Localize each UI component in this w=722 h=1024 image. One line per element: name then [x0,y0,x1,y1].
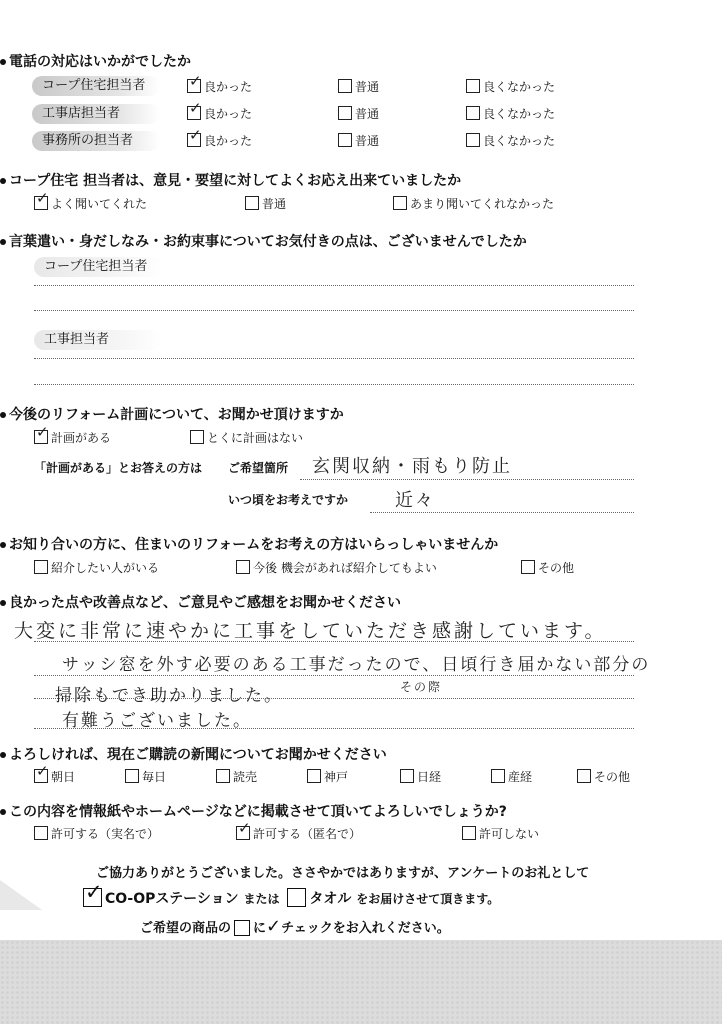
q4-option-plan[interactable]: ✓計画がある [34,430,111,446]
checkbox-checked[interactable] [187,133,201,147]
q4-option-noplan[interactable]: とくに計画はない [190,430,303,446]
checkbox-checked[interactable] [187,79,201,93]
checkbox[interactable] [393,196,407,210]
gift-coop-checkbox[interactable] [83,888,102,907]
checkbox[interactable] [338,79,352,93]
checkbox[interactable] [34,826,48,840]
q4-when-answer: 近々 [395,490,435,511]
q1-row1-label: コープ住宅担当者 [32,76,160,96]
q1-row2-bad[interactable]: 良くなかった [466,106,555,122]
q1-row2-good[interactable]: ✓ 良かった [187,106,252,122]
footer-thanks: ご協力ありがとうございました。ささやかではありますが、アンケートのお礼として [96,866,590,881]
dotted-line [34,641,634,642]
checkbox[interactable] [466,106,480,120]
q2-option-3[interactable]: あまり聞いてくれなかった [393,196,554,212]
checkbox[interactable] [400,769,414,783]
q8-option-deny[interactable]: 許可しない [462,826,539,842]
q1-row1-normal[interactable]: 普通 [338,79,379,95]
q1-row3-label: 事務所の担当者 [32,131,160,151]
checkbox[interactable] [491,769,505,783]
footer-instruction: ご希望の商品の に✓チェックをお入れください。 [140,916,450,937]
checkbox[interactable] [577,769,591,783]
q2-option-1[interactable]: ✓よく聞いてくれた [34,196,147,212]
checkbox[interactable] [190,430,204,444]
dotted-line [34,358,634,359]
check-mark-icon: ✓ [266,916,282,937]
q2-option-2[interactable]: 普通 [245,196,286,212]
q7-option-nikkei[interactable]: 日経 [400,769,441,785]
gift-deliver: をお届けさせて頂きます。 [356,892,500,906]
comment-line-3: 掃除もでき助かりました。 [55,686,283,706]
checkbox[interactable] [338,133,352,147]
gift-towel-checkbox[interactable] [287,888,306,907]
checkbox[interactable] [216,769,230,783]
dotted-line [34,728,634,729]
checkbox-checked[interactable] [187,106,201,120]
comment-insert-note: その際 [400,680,443,694]
q1-row3-good[interactable]: ✓ 良かった [187,133,252,149]
dotted-line [34,675,634,676]
gift-coop-label: CO-OPステーション [105,891,239,907]
folded-corner-graphic [0,880,42,910]
checkbox[interactable] [338,106,352,120]
scan-background [0,940,722,1024]
gift-towel-label: タオル [309,891,352,907]
comment-line-2: サッシ窓を外す必要のある工事だったので、日頃行き届かない部分の [62,655,651,675]
checkbox-checked[interactable] [34,769,48,783]
dotted-line [34,285,634,286]
checkbox[interactable] [462,826,476,840]
q5-option-1[interactable]: 紹介したい人がいる [34,560,159,576]
comment-line-4: 有難うございました。 [62,711,252,731]
q4-plan-intro: 「計画がある」とお答えの方は [34,461,203,475]
q3-question: 言葉遣い・身だしなみ・お約束事についてお気付きの点は、ございませんでしたか [0,231,527,251]
q7-option-kobe[interactable]: 神戸 [307,769,348,785]
q1-row1-good[interactable]: ✓ 良かった [187,79,252,95]
q1-row2-normal[interactable]: 普通 [338,106,379,122]
dotted-line [34,698,634,699]
gift-or: または [243,892,280,906]
dotted-line [370,512,634,513]
checkbox-checked[interactable] [236,826,250,840]
checkbox[interactable] [521,560,535,574]
checkbox[interactable] [236,560,250,574]
q1-row1-bad[interactable]: 良くなかった [466,79,555,95]
example-checkbox [234,920,250,936]
q1-question: 電話の対応はいかがでしたか [0,51,191,71]
checkbox-checked[interactable] [34,196,48,210]
q1-row3-normal[interactable]: 普通 [338,133,379,149]
checkbox[interactable] [466,133,480,147]
q1-row3-bad[interactable]: 良くなかった [466,133,555,149]
checkbox[interactable] [34,560,48,574]
q5-question: お知り合いの方に、住まいのリフォームをお考えの方はいらっしゃいませんか [0,534,498,554]
q7-option-other[interactable]: その他 [577,769,630,785]
q7-option-mainichi[interactable]: 毎日 [125,769,166,785]
q3-label-construction: 工事担当者 [34,330,162,350]
q3-label-coop: コープ住宅担当者 [34,257,162,277]
checkbox[interactable] [245,196,259,210]
q1-row2-label: 工事店担当者 [32,104,160,124]
q8-question: この内容を情報紙やホームページなどに掲載させて頂いてよろしいでしょうか? [0,801,507,821]
q7-question: よろしければ、現在ご購読の新聞についてお聞かせください [0,744,387,764]
footer-gift-choice [80,888,499,908]
q6-question: 良かった点や改善点など、ご意見やご感想をお聞かせください [0,592,401,612]
q4-place-label: ご希望箇所 [228,461,289,475]
q8-option-anonymous[interactable]: ✓ 許可する（匿名で） [236,826,361,842]
q7-option-yomiuri[interactable]: 読売 [216,769,257,785]
q2-question: コープ住宅 担当者は、意見・要望に対してよくお応え出来ていましたか [0,170,461,190]
checkbox[interactable] [466,79,480,93]
q4-when-label: いつ頃をお考えですか [228,493,349,507]
q7-option-asahi[interactable]: ✓朝日 [34,769,75,785]
q5-option-2[interactable]: 今後 機会があれば紹介してもよい [236,560,437,576]
q4-place-answer: 玄関収納・雨もり防止 [312,456,512,477]
q7-option-sankei[interactable]: 産経 [491,769,532,785]
comment-line-1: 大変に非常に速やかに工事をしていただき感謝しています。 [14,620,607,642]
checkbox[interactable] [125,769,139,783]
checkbox[interactable] [307,769,321,783]
dotted-line [34,384,634,385]
q5-option-3[interactable]: その他 [521,560,574,576]
checkbox-checked[interactable] [34,430,48,444]
dotted-line [34,310,634,311]
dotted-line [300,479,634,480]
q4-question: 今後のリフォーム計画について、お聞かせ頂けますか [0,404,344,424]
q8-option-realname[interactable]: 許可する（実名で） [34,826,159,842]
